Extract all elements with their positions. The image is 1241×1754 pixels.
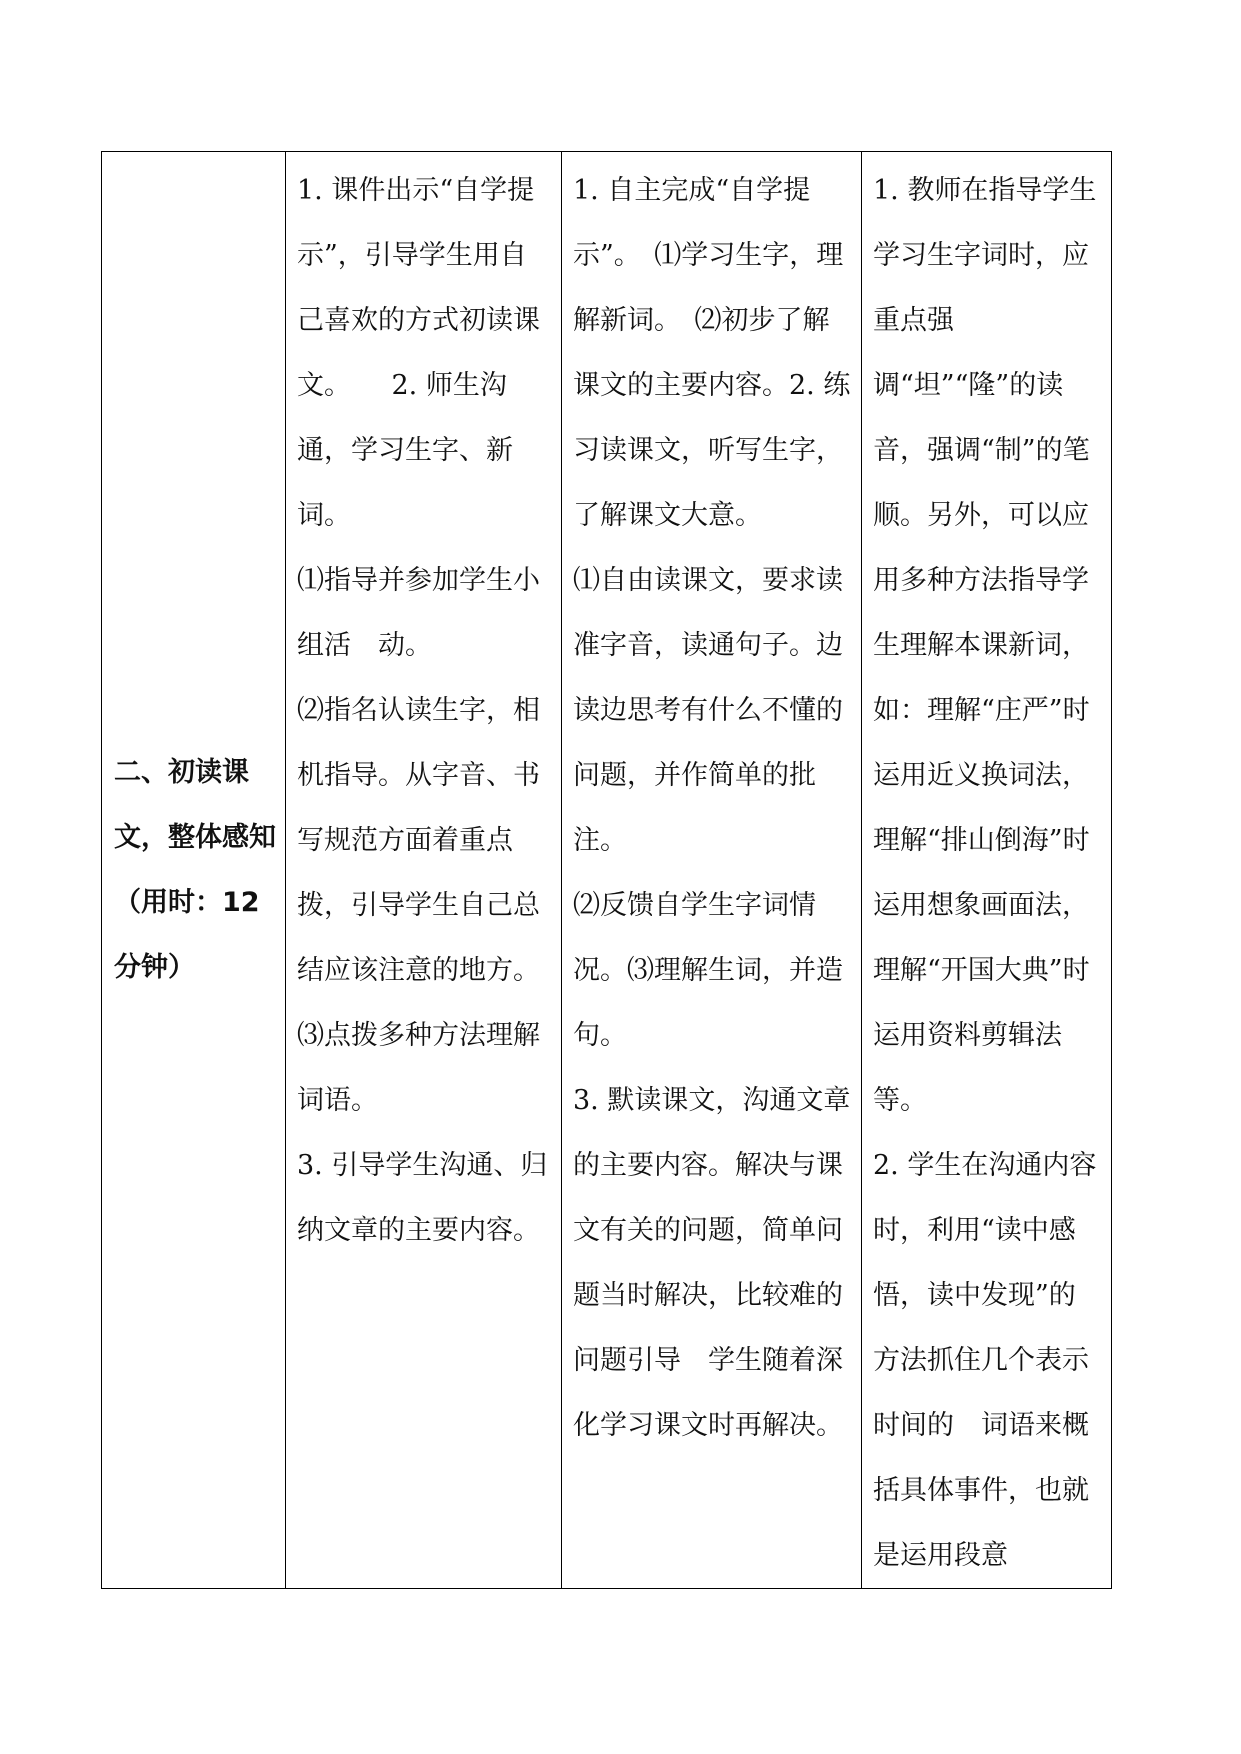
lesson-plan-table (101, 151, 1112, 1589)
student-paragraph: ⑵反馈自学生字词情况。⑶理解生词，并造句。 (573, 890, 843, 1051)
phase-cell (102, 152, 286, 1589)
student-paragraph: 1. 自主完成“自学提示”。 ⑴学习生字，理解新词。 ⑵初步了解课文的主要内容。2. 练习读课文，听写生字，了解课文大意。 (573, 175, 851, 531)
phase-label: 二、初读课文，整体感知（用时：12 分钟） (114, 757, 276, 983)
teacher-paragraph: ⑵指名认读生字，相机指导。从字音、书写规范方面着重点拨，引导学生自己总结应该注意的地方。 (297, 695, 540, 986)
table-row (102, 152, 1112, 1589)
student-paragraph: 3. 默读课文，沟通文章的主要内容。解决与课文有关的问题，简单问题当时解决，比较难的问题引导 学生随着深化学习课文时再解决。 (573, 1085, 851, 1441)
intent-paragraph: 2. 学生在沟通内容时，利用“读中感悟，读中发现”的方法抓住几个表示时间的 词语来概括具体事件，也就是运用段意 (873, 1150, 1097, 1571)
teacher-activity-cell (286, 152, 562, 1589)
teacher-paragraph: 3. 引导学生沟通、归纳文章的主要内容。 (297, 1150, 548, 1246)
teacher-paragraph: ⑶点拨多种方法理解词语。 (297, 1020, 540, 1116)
teacher-paragraph: ⑴指导并参加学生小组活 动。 (297, 565, 540, 661)
intent-paragraph: 1. 教师在指导学生学习生字词时，应重点强调“坦”“隆”的读音，强调“制”的笔顺。另外，可以应用多种方法指导学生理解本课新词，如：理解“庄严”时运用近义换词法，理解“排山倒海”时运用想象画面法，理解“开国大典”时运用资料剪辑法等。 (873, 175, 1097, 1116)
design-intent-cell (862, 152, 1112, 1589)
teacher-paragraph: 1. 课件出示“自学提示”，引导学生用自己喜欢的方式初读课文。 2. 师生沟通，学习生字、新词。 (297, 175, 540, 531)
student-paragraph: ⑴自由读课文，要求读准字音，读通句子。边读边思考有什么不懂的问题，并作简单的批注。 (573, 565, 843, 856)
student-activity-cell (562, 152, 862, 1589)
